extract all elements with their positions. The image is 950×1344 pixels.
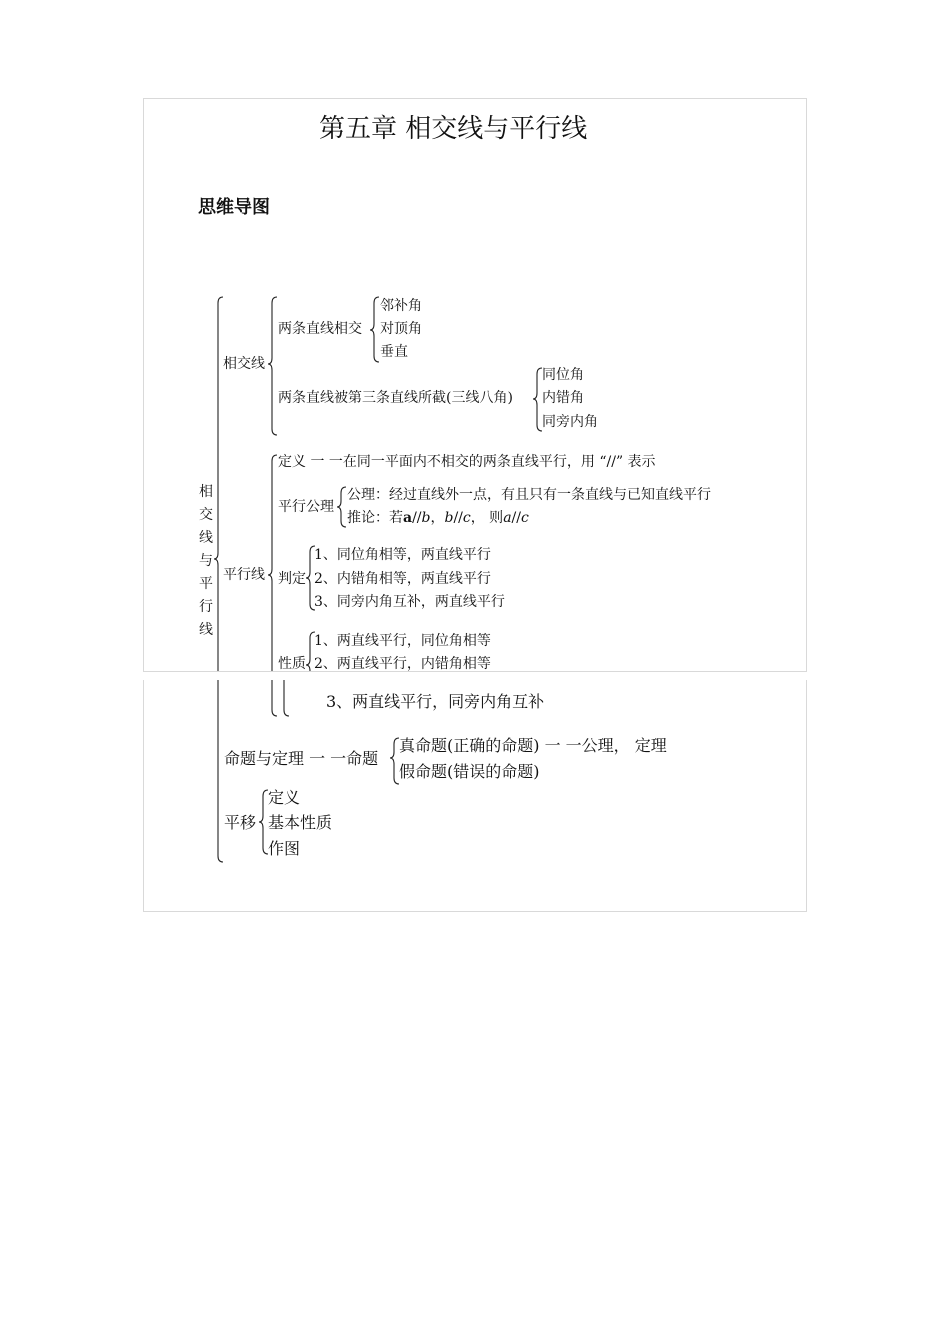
corollary-then: ， 则 <box>470 510 504 526</box>
corollary-var-b: b <box>421 510 431 526</box>
leaf-translation-construction: 作图 <box>268 839 301 858</box>
node-determination: 判定 <box>278 571 306 587</box>
corollary-var-c: c <box>462 510 471 526</box>
leaf-determination-3: 3、同旁内角互补，两直线平行 <box>314 594 505 610</box>
leaf-same-side-interior-angle: 同旁内角 <box>542 414 598 430</box>
leaf-property-2: 2、两直线平行，内错角相等 <box>314 656 491 672</box>
node-parallel-definition: 定义 一 一在同一平面内不相交的两条直线平行，用 “//” 表示 <box>278 454 656 470</box>
node-intersecting-lines: 相交线 <box>223 356 265 372</box>
leaf-axiom-corollary <box>347 511 529 525</box>
corollary-parallel-sign: // <box>412 510 422 526</box>
leaf-translation-basic-property: 基本性质 <box>268 813 333 832</box>
corollary-var-a: a <box>403 510 413 526</box>
leaf-property-1: 1、两直线平行，同位角相等 <box>314 633 491 649</box>
leaf-false-proposition: 假命题(错误的命题) <box>399 762 540 781</box>
leaf-axiom-content: 公理：经过直线外一点，有且只有一条直线与已知直线平行 <box>347 487 711 503</box>
node-transversal: 两条直线被第三条直线所截(三线八角) <box>278 390 513 406</box>
node-translation: 平移 <box>224 813 257 832</box>
node-properties: 性质 <box>278 656 306 672</box>
corollary-comma: ， <box>430 510 445 526</box>
node-parallel-axiom: 平行公理 <box>278 499 334 515</box>
leaf-true-proposition: 真命题(正确的命题) 一 一公理， 定理 <box>399 736 667 755</box>
leaf-perpendicular: 垂直 <box>380 344 408 360</box>
corollary-parallel-sign-3: // <box>511 510 521 526</box>
leaf-translation-definition: 定义 <box>268 788 301 807</box>
node-propositions-theorems: 命题与定理 一 一命题 <box>224 749 379 768</box>
node-two-lines-intersect: 两条直线相交 <box>278 321 362 337</box>
mindmap-root-label: 相交线与平行线 <box>199 484 213 638</box>
corollary-prefix: 推论：若 <box>347 510 403 526</box>
leaf-determination-2: 2、内错角相等，两直线平行 <box>314 571 491 587</box>
mindmap-braces-bottom <box>144 680 807 912</box>
leaf-alternate-interior-angle: 内错角 <box>542 390 584 406</box>
document-page-bottom <box>143 680 807 912</box>
page-title: 第五章 相交线与平行线 <box>319 114 588 144</box>
node-parallel-lines: 平行线 <box>223 567 265 583</box>
leaf-adjacent-supplementary-angle: 邻补角 <box>380 298 422 314</box>
leaf-vertical-angle: 对顶角 <box>380 321 422 337</box>
corollary-var-a2: a <box>503 510 512 526</box>
leaf-property-3: 3、两直线平行，同旁内角互补 <box>326 692 545 711</box>
leaf-corresponding-angle: 同位角 <box>542 367 584 383</box>
section-heading: 思维导图 <box>198 197 270 218</box>
corollary-var-b2: b <box>444 510 454 526</box>
document-page-top <box>143 98 807 672</box>
leaf-determination-1: 1、同位角相等，两直线平行 <box>314 547 491 563</box>
corollary-parallel-sign-2: // <box>453 510 463 526</box>
corollary-var-c2: c <box>520 510 529 526</box>
